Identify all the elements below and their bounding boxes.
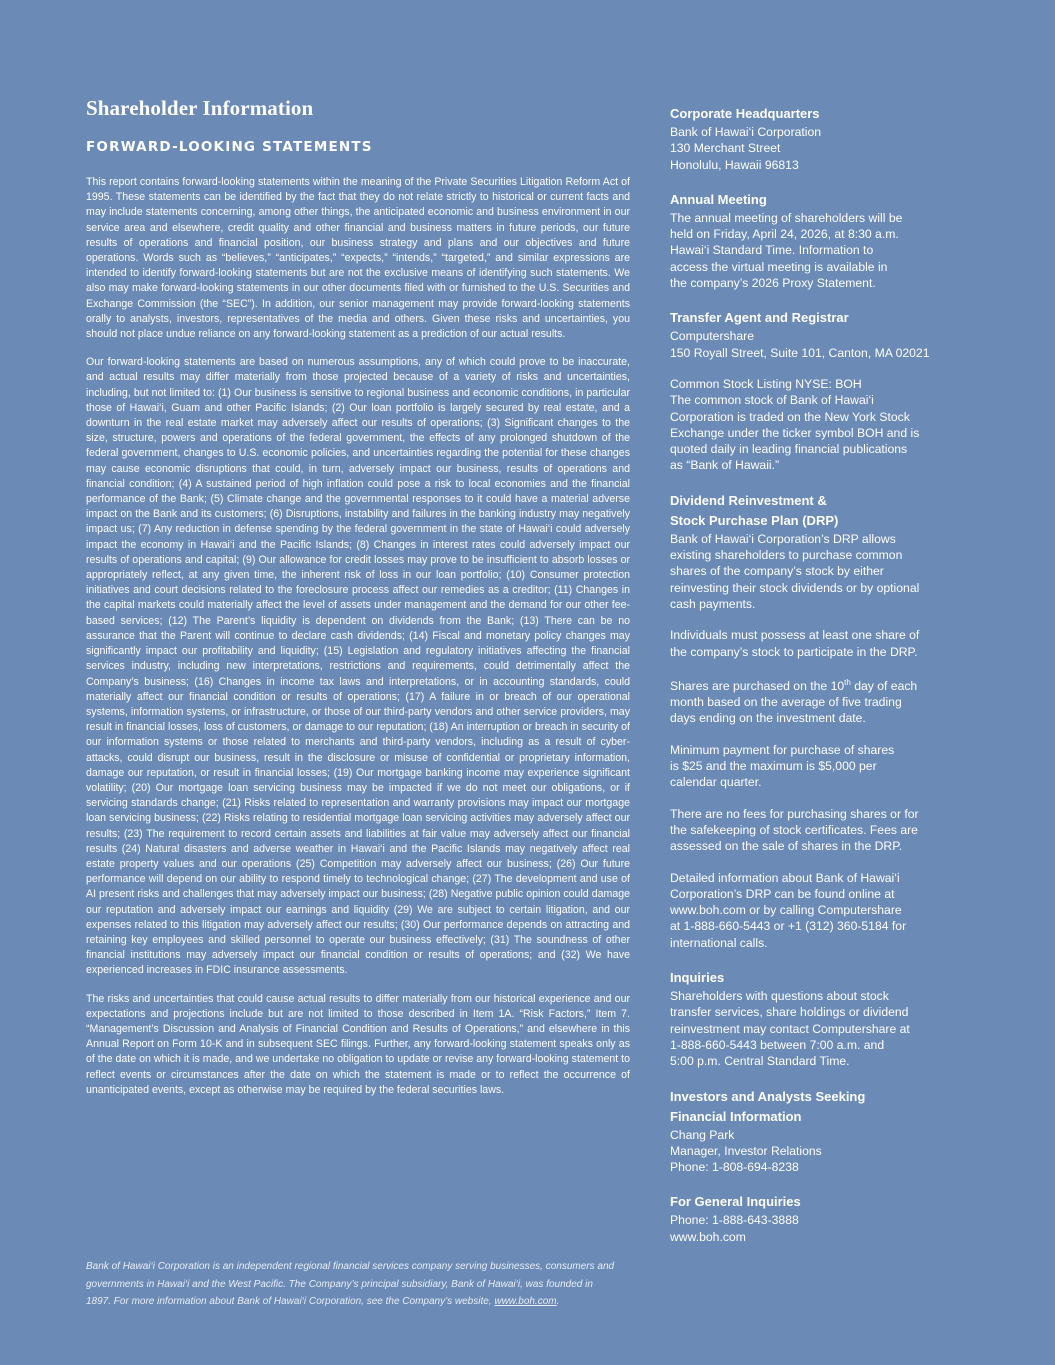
text-line: reinvestment may contact Computershare at (670, 1021, 910, 1036)
text-line: international calls. (670, 935, 768, 950)
text-line: 130 Merchant Street (670, 141, 781, 156)
company-website-link[interactable]: www.boh.com (494, 1296, 557, 1307)
text-line: shares of the company’s stock by either (670, 564, 884, 579)
general-inquiries-heading: For General Inquiries (670, 1194, 801, 1210)
text-line: Individuals must possess at least one share of (670, 628, 920, 643)
text-line: Chang Park (670, 1127, 735, 1142)
text-line: 150 Royall Street, Suite 101, Canton, MA 02021 (670, 345, 930, 360)
text-line: The common stock of Bank of Hawai‘i (670, 393, 874, 408)
general-inquiries-block (670, 1192, 960, 1245)
text-line: Hawai‘i Standard Time. Information to (670, 243, 874, 258)
text-line: assessed on the sale of shares in the DRP. (670, 839, 903, 854)
text-line: Common Stock Listing NYSE: BOH (670, 376, 862, 391)
text-line: Corporation is traded on the New York Stock (670, 409, 910, 424)
annual-meeting-heading: Annual Meeting (670, 191, 767, 207)
text-line: Exchange under the ticker symbol BOH and is (670, 425, 920, 440)
text-line: the company’s stock to participate in the DRP. (670, 644, 918, 659)
text-line: www.boh.com or by calling Computershare (670, 903, 902, 918)
text-line: the company’s 2026 Proxy Statement. (670, 276, 876, 291)
text-line: Shareholders with questions about stock (670, 989, 889, 1004)
company-description-end: . (556, 1296, 560, 1307)
paragraph-risks-uncertainties: The risks and uncertainties that could cause actual results to differ materially from our historical experience and our expectations and projections include but are not limited to those described in Item 1A. “Risk Factors,” Item 7. “Management’s Discussion and Analysis of Financial Condition and Results of Operations,” and elsewhere in this Annual Report on Form 10-K and in subsequent SEC filings. Further, any forward-looking statement speaks only as of the date on which it is made, and we undertake no obligation to update or revise any forward-looking statement to reflect events or circumstances after the date on which the statement is made or to reflect the occurrence of unanticipated events, except as otherwise may be required by the federal securities laws. (86, 992, 630, 1096)
text-line: The annual meeting of shareholders will be (670, 210, 903, 225)
text-line: as “Bank of Hawaii.” (670, 458, 780, 473)
text-line: held on Friday, April 24, 2026, at 8:30 a.m. (670, 227, 899, 242)
text-fragment: day of each (850, 678, 918, 693)
paragraph-intro: This report contains forward-looking statements within the meaning of the Private Securities Litigation Reform Act of 1995. These statements can be identified by the fact that they do not relate strictly to historical or current facts and may include statements concerning, among other things, the anticipated economic and business environment in our service area and elsewhere, credit quality and other financial and business matters in future periods, our future results of operations and financial position, our business strategy and plans and our objectives and future operations. Words such as “believes,” “anticipates,” “expects,” “intends,” “targeted,” and similar expressions are intended to identify forward-looking statements but are not the exclusive means of identifying such statements. We also may make forward-looking statements in our other documents filed with or furnished to the U.S. Securities and Exchange Commission (the “SEC”). In addition, our senior management may provide forward-looking statements orally to analysts, investors, representatives of the media and others. Given these risks and uncertainties, you should not place undue reliance on any forward-looking statement as a prediction of our actual results. (86, 176, 630, 341)
text-line: Honolulu, Hawaii 96813 (670, 157, 799, 172)
text-line: existing shareholders to purchase common (670, 548, 903, 563)
text-line: cash payments. (670, 596, 756, 611)
company-description (86, 1258, 616, 1311)
shareholder-info-column (670, 104, 960, 1262)
inquiries-block (670, 968, 960, 1069)
text-line: Phone: 1-888-643-3888 (670, 1213, 799, 1228)
text-line: There are no fees for purchasing shares or for (670, 806, 919, 821)
text-line: Bank of Hawai‘i Corporation’s DRP allows (670, 531, 896, 546)
text-line: Detailed information about Bank of Hawai‘i (670, 870, 900, 885)
text-line: days ending on the investment date. (670, 711, 866, 726)
headquarters-heading: Corporate Headquarters (670, 106, 820, 121)
text-line: Manager, Investor Relations (670, 1143, 822, 1158)
headquarters-block (670, 104, 960, 173)
text-line: quoted daily in leading financial publications (670, 442, 908, 457)
text-line: access the virtual meeting is available in (670, 259, 888, 274)
forward-looking-column (86, 96, 630, 1111)
text-line: at 1-888-660-5443 or +1 (312) 360-5184 for (670, 919, 907, 934)
investors-heading-line-1: Investors and Analysts Seeking (670, 1088, 866, 1104)
superscript: th (844, 677, 851, 687)
text-line: Phone: 1-808-694-8238 (670, 1160, 799, 1175)
text-line: transfer services, share holdings or dividend (670, 1005, 909, 1020)
website-link[interactable]: www.boh.com (670, 1229, 746, 1244)
text-line: 1-888-660-5443 between 7:00 a.m. and (670, 1037, 885, 1052)
drp-heading-line-1: Dividend Reinvestment & (670, 492, 827, 508)
text-fragment: Shares are purchased on the 10 (670, 678, 845, 693)
text-line: is $25 and the maximum is $5,000 per (670, 759, 877, 774)
investors-block (670, 1087, 960, 1176)
transfer-agent-block (670, 308, 960, 473)
text-line: month based on the average of five trading (670, 695, 902, 710)
text-line: Corporation’s DRP can be found online at (670, 886, 895, 901)
inquiries-heading: Inquiries (670, 970, 725, 986)
investors-heading-line-2: Financial Information (670, 1108, 802, 1124)
drp-block (670, 491, 960, 951)
text-line: Bank of Hawai‘i Corporation (670, 125, 822, 139)
text-line (670, 675, 960, 694)
text-line: reinvesting their stock dividends or by optional (670, 580, 920, 595)
text-line: Minimum payment for purchase of shares (670, 742, 895, 757)
transfer-agent-heading: Transfer Agent and Registrar (670, 310, 849, 326)
section-title: FORWARD-LOOKING STATEMENTS (86, 139, 373, 155)
annual-meeting-block (670, 190, 960, 291)
drp-heading-line-2: Stock Purchase Plan (DRP) (670, 512, 839, 528)
text-line: Computershare (670, 329, 754, 344)
text-line: 5:00 p.m. Central Standard Time. (670, 1054, 850, 1069)
page-title: Shareholder Information (86, 96, 314, 120)
company-description-text: Bank of Hawai‘i Corporation is an independent regional financial services company serving businesses, consumers and governments in Hawai‘i and the West Pacific. The Company’s principal subsidiary, Bank of Hawai‘i, was founded in 1897. For more information about Bank of Hawai‘i Corporation, see the Company’s website, (86, 1261, 615, 1307)
paragraph-risk-factors: Our forward-looking statements are based on numerous assumptions, any of which could prove to be inaccurate, and actual results may differ materially from those projected because of a variety of risks and uncertainties, including, but not limited to: (1) Our business is sensitive to regional business and economic conditions, in particular those of Hawai‘i, Guam and other Pacific Islands; (2) Our loan portfolio is largely secured by real estate, and a downturn in the real estate market may adversely affect our results of operations; (3) Significant changes to the size, structure, powers and operations of the federal government, the effects of any prolonged shutdown of the federal government, changes to U.S. economic policies, and uncertainties regarding the potential for these changes may cause economic disruptions that could, in turn, adversely impact our business, results of operations and financial condition; (4) A sustained period of high inflation could pose a risk to local economies and the financial performance of the Bank; (5) Climate change and the governmental responses to it could have a material adverse impact on the Bank and its customers; (6) Disruptions, instability and failures in the banking industry may negatively impact us; (7) Any reduction in defense spending by the federal government in the state of Hawai‘i could adversely impact the economy in Hawai‘i and the Pacific Islands; (8) Changes in interest rates could adversely impact our results of operations and capital; (9) Our allowance for credit losses may prove to be insufficient to absorb losses or appropriately reflect, at any given time, the inherent risk of loss in our loan portfolio; (10) Consumer protection initiatives and court decisions related to the foreclosure process affect our remedies as a creditor; (11) Changes in the capital markets could materially affect the level of assets under management and the demand for our other fee-based services; (12) The Parent’s liquidity is dependent on dividends from the Bank; (13) There can be no assurance that the Parent will continue to declare cash dividends; (14) Fiscal and monetary policy changes may significantly impact our profitability and liquidity; (15) Legislation and regulatory initiatives affecting the financial services industry, including new interpretations, restrictions and requirements, could detrimentally affect the Company’s business; (16) Changes in income tax laws and interpretations, or in accounting standards, could materially affect our financial condition or results of operations; (17) A failure in or breach of our operational systems, information systems, or infrastructure, or those of our third-party vendors and other service providers, may result in financial losses, loss of customers, or damage to our reputation; (18) An interruption or breach in security of our information systems or those related to merchants and third-party vendors, including as a result of cyber-attacks, could disrupt our business, result in the disclosure or misuse of confidential or proprietary information, damage our reputation, or result in financial losses; (19) Our mortgage banking income may experience significant volatility; (20) Our mortgage loan servicing business may be impacted if we do not meet our obligations, or if servicing standards change; (21) Risks related to representation and warranty provisions may impact our mortgage loan servicing business; (22) Risks relating to residential mortgage loan servicing activities may adversely affect our results; (23) The requirement to record certain assets and liabilities at fair value may adversely affect our financial results (24) Natural disasters and adverse weather in Hawai‘i and the Pacific Islands may negatively affect real estate property values and our operations (25) Competition may adversely affect our business; (26) Our future performance will depend on our ability to respond timely to technological change; (27) The development and use of AI present risks and challenges that may adversely impact our business; (28) Negative public opinion could damage our reputation and adversely impact our earnings and liquidity (29) We are subject to certain litigation, and our expenses related to this litigation may adversely affect our results; (30) Our performance depends on attracting and retaining key employees and skilled personnel to operate our business effectively; (31) The soundness of other financial institutions may adversely impact our financial condition or results of operations; and (32) We have experienced increases in FDIC insurance assessments. (86, 356, 630, 977)
text-line: calendar quarter. (670, 775, 762, 790)
text-line: the safekeeping of stock certificates. Fees are (670, 822, 918, 837)
